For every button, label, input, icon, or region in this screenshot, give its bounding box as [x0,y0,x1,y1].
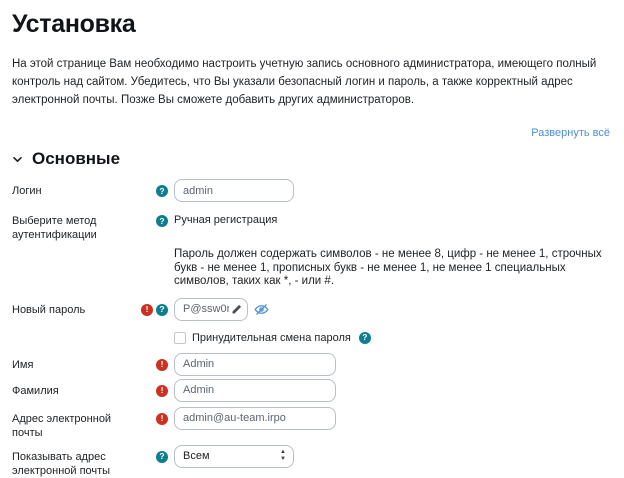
email-display-select[interactable] [174,445,294,468]
row-new-password [12,298,612,321]
firstname-input[interactable] [174,353,336,376]
lastname-input[interactable] [174,379,336,402]
username-label: Логин [12,185,42,197]
help-icon[interactable]: ? [156,185,168,197]
required-icon[interactable]: ! [156,385,168,397]
row-password-hint [12,246,612,298]
required-icon[interactable]: ! [156,413,168,425]
auth-method-label: Выберите метод аутентификации [12,215,97,241]
auth-method-value: Ручная регистрация [174,214,278,226]
new-password-label: Новый пароль [12,303,86,316]
force-password-change-label: Принудительная смена пароля [192,331,351,344]
row-lastname [12,379,612,402]
email-input[interactable] [174,407,336,430]
toggle-password-visibility-icon[interactable] [254,302,269,317]
row-username [12,179,612,202]
row-force-password-change [12,330,612,344]
section-title: Основные [32,149,121,168]
required-icon[interactable]: ! [141,304,153,316]
help-icon[interactable]: ? [156,304,168,316]
chevron-down-icon [12,154,23,165]
row-firstname [12,353,612,376]
expand-all-link[interactable]: Развернуть всё [531,127,610,139]
help-icon[interactable]: ? [156,215,168,227]
force-password-change-checkbox[interactable] [174,332,186,344]
new-password-input[interactable] [174,298,248,321]
row-auth-method [12,209,612,242]
help-icon[interactable]: ? [359,332,371,344]
email-display-label: Показывать адрес электронной почты [12,450,111,477]
page-title: Установка [12,10,136,38]
admin-account-form [12,179,612,478]
password-hint-text: Пароль должен содержать символов - не менее 8, цифр - не менее 1, строчных букв - не менее 1, прописных букв - не менее 1, не менее 1 специальных символов, таких как *, - или #. [174,248,602,287]
row-email [12,407,612,440]
row-email-display [12,445,612,478]
section-header-general[interactable] [12,149,612,169]
help-icon[interactable]: ? [156,451,168,463]
select-updown-icon: ▲ ▼ [280,448,286,462]
required-icon[interactable]: ! [156,359,168,371]
email-label: Адрес электронной почты [12,412,112,439]
firstname-label: Имя [12,358,34,371]
username-input[interactable] [174,179,294,202]
expand-all-row [12,123,610,141]
intro-text: На этой странице Вам необходимо настроить учетную запись основного администратора, имеющего полный контроль над сайтом. Убедитесь, что Вы указали безопасный логин и пароль, а также корректный адрес электронной почты. Позже Вы сможете добавить других администраторов. [12,58,597,106]
lastname-label: Фамилия [12,384,59,397]
